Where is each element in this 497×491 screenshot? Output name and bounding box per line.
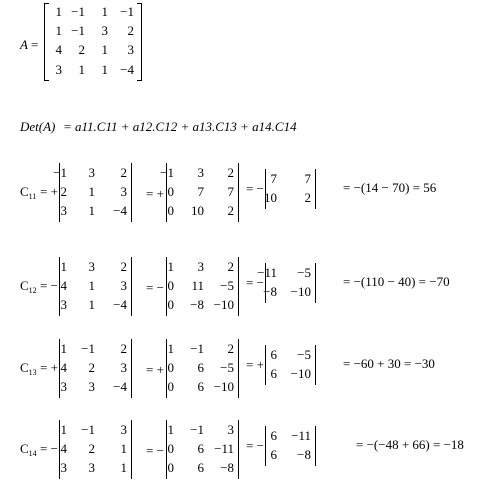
small-matrix-cell: −10 (290, 366, 311, 381)
matrix-a-cell: −1 (120, 4, 134, 19)
minor-matrix-cell: −4 (113, 203, 127, 218)
matrix-a-cell: −4 (120, 62, 134, 77)
minor-matrix-cell: 1 (88, 203, 95, 218)
minor-matrix-cell: 1 (60, 341, 67, 356)
minor-matrix-cell: 3 (120, 360, 127, 375)
minor-matrix-cell: −4 (113, 297, 127, 312)
step-sign: = + (246, 357, 264, 372)
reduced-matrix-cell: −8 (190, 297, 204, 312)
matrix-a-cell: 3 (101, 23, 108, 38)
minor-matrix-cell: 3 (120, 278, 127, 293)
reduced-matrix-cell: −5 (220, 278, 234, 293)
cofactor-result: = −(110 − 40) = −70 (343, 274, 450, 289)
matrix-a-cell: −1 (71, 23, 85, 38)
reduced-matrix-cell: 7 (197, 184, 204, 199)
step-sign: = − (146, 443, 164, 458)
small-matrix-right-bar (315, 169, 316, 209)
minor-matrix-cell: 3 (88, 165, 95, 180)
cofactor-name: C (20, 360, 29, 375)
minor-matrix-cell: 1 (88, 297, 95, 312)
small-matrix-cell: 10 (264, 190, 277, 205)
minor-matrix-cell: 3 (60, 460, 67, 475)
small-matrix-cell: −5 (297, 265, 311, 280)
reduced-matrix-right-bar (238, 339, 239, 398)
reduced-matrix-cell: −1 (190, 341, 204, 356)
reduced-matrix-cell: 3 (197, 165, 204, 180)
cofactor-subscript: 14 (28, 449, 37, 458)
reduced-matrix-cell: −8 (220, 460, 234, 475)
small-matrix-cell: −11 (291, 428, 311, 443)
minor-matrix-right-bar (131, 257, 132, 316)
step-sign: = + (146, 186, 164, 201)
reduced-matrix-cell: 6 (197, 360, 204, 375)
reduced-matrix-cell: 1 (167, 422, 174, 437)
minor-matrix-cell: 1 (120, 460, 127, 475)
reduced-matrix-cell: 2 (227, 341, 234, 356)
cofactor-label (20, 185, 36, 203)
small-matrix-cell: 6 (270, 347, 277, 362)
cofactor-name: C (20, 278, 29, 293)
minor-matrix-cell: 3 (60, 379, 67, 394)
matrix-a-cell: −1 (71, 4, 85, 19)
minor-matrix-cell: 4 (60, 278, 67, 293)
reduced-matrix-cell: 0 (167, 379, 174, 394)
reduced-matrix-cell: 6 (197, 460, 204, 475)
minor-matrix-cell: 2 (88, 360, 95, 375)
reduced-matrix-cell: 7 (227, 184, 234, 199)
minor-matrix-cell: 1 (60, 422, 67, 437)
minor-matrix-cell: 3 (88, 460, 95, 475)
minor-matrix-cell: 3 (120, 422, 127, 437)
reduced-matrix-cell: 0 (167, 441, 174, 456)
reduced-matrix-cell: 0 (167, 203, 174, 218)
matrix-a-cell: 4 (55, 42, 62, 57)
reduced-matrix-cell: −10 (213, 379, 234, 394)
reduced-matrix-cell: 11 (191, 278, 204, 293)
reduced-matrix-cell: 10 (191, 203, 204, 218)
minor-matrix-cell: 1 (88, 184, 95, 199)
minor-matrix-cell: −1 (81, 341, 95, 356)
cofactor-sign: = + (40, 184, 58, 199)
reduced-matrix-cell: −1 (160, 165, 174, 180)
minor-matrix-cell: 3 (60, 203, 67, 218)
minor-matrix-cell: 2 (120, 259, 127, 274)
cofactor-label (20, 361, 37, 379)
reduced-matrix-cell: 2 (227, 165, 234, 180)
minor-matrix-cell: 2 (88, 441, 95, 456)
cofactor-name: C (20, 184, 29, 199)
small-matrix-cell: 7 (270, 171, 277, 186)
reduced-matrix-right-bar (238, 420, 239, 479)
small-matrix-cell: −10 (290, 284, 311, 299)
matrix-a-equals: = (31, 37, 39, 52)
matrix-a-cell: 1 (101, 42, 108, 57)
step-sign: = − (246, 275, 264, 290)
reduced-matrix-cell: 0 (167, 184, 174, 199)
matrix-a-cell: 1 (101, 62, 108, 77)
minor-matrix-cell: 2 (60, 184, 67, 199)
step-sign: = + (146, 362, 164, 377)
minor-matrix-cell: 2 (120, 341, 127, 356)
small-matrix-cell: −8 (263, 284, 277, 299)
minor-matrix-cell: 1 (120, 441, 127, 456)
step-sign: = − (246, 438, 264, 453)
reduced-matrix-cell: 6 (197, 379, 204, 394)
cofactor-sign: = − (40, 441, 58, 456)
matrix-a-label: A (20, 37, 28, 52)
cofactor-label (20, 279, 37, 297)
cofactor-subscript: 11 (28, 192, 37, 201)
reduced-matrix-cell: 0 (167, 297, 174, 312)
minor-matrix-cell: 4 (60, 360, 67, 375)
reduced-matrix-cell: −11 (214, 441, 234, 456)
matrix-a-cell: 1 (101, 4, 108, 19)
reduced-matrix-cell: −5 (220, 360, 234, 375)
matrix-a-right-bracket (137, 3, 142, 81)
reduced-matrix-cell: −1 (190, 422, 204, 437)
minor-matrix-cell: 1 (88, 278, 95, 293)
reduced-matrix-cell: 3 (197, 259, 204, 274)
cofactor-sign: = + (40, 360, 58, 375)
reduced-matrix-cell: 0 (167, 460, 174, 475)
minor-matrix-right-bar (131, 339, 132, 398)
minor-matrix-cell: 3 (88, 259, 95, 274)
matrix-a-cell: 1 (78, 62, 85, 77)
cofactor-subscript: 13 (28, 368, 37, 377)
reduced-matrix-right-bar (238, 163, 239, 222)
det-rhs: = a11.C11 + a12.C12 + a13.C13 + a14.C14 (63, 119, 297, 134)
small-matrix-cell: 7 (304, 171, 311, 186)
reduced-matrix-cell: 3 (227, 422, 234, 437)
small-matrix-cell: 6 (270, 428, 277, 443)
matrix-a-cell: 1 (55, 4, 62, 19)
reduced-matrix-cell: 2 (227, 203, 234, 218)
cofactor-result: = −(−48 + 66) = −18 (356, 437, 464, 452)
reduced-matrix-cell: 2 (227, 259, 234, 274)
minor-matrix-cell: 3 (88, 379, 95, 394)
minor-matrix-cell: −1 (81, 422, 95, 437)
reduced-matrix-cell: 0 (167, 360, 174, 375)
minor-matrix-cell: 3 (60, 297, 67, 312)
reduced-matrix-cell: 1 (167, 259, 174, 274)
minor-matrix-cell: 3 (120, 184, 127, 199)
cofactor-name: C (20, 441, 29, 456)
reduced-matrix-cell: 1 (167, 341, 174, 356)
reduced-matrix-right-bar (238, 257, 239, 316)
small-matrix-cell: −8 (297, 447, 311, 462)
minor-matrix-right-bar (131, 420, 132, 479)
reduced-matrix-cell: 6 (197, 441, 204, 456)
step-sign: = − (246, 181, 264, 196)
minor-matrix-cell: −4 (113, 379, 127, 394)
cofactor-result: = −60 + 30 = −30 (343, 356, 435, 371)
reduced-matrix-cell: −10 (213, 297, 234, 312)
matrix-a-cell: 3 (127, 42, 134, 57)
small-matrix-right-bar (315, 263, 316, 303)
small-matrix-right-bar (315, 426, 316, 466)
cofactor-result: = −(14 − 70) = 56 (343, 180, 437, 195)
small-matrix-right-bar (315, 345, 316, 385)
small-matrix-cell: 2 (304, 190, 311, 205)
reduced-matrix-cell: 0 (167, 278, 174, 293)
step-sign: = − (146, 280, 164, 295)
matrix-a-cell: 3 (55, 62, 62, 77)
minor-matrix-cell: 2 (120, 165, 127, 180)
small-matrix-cell: −11 (257, 265, 277, 280)
minor-matrix-right-bar (131, 163, 132, 222)
cofactor-sign: = − (40, 278, 58, 293)
small-matrix-cell: −5 (297, 347, 311, 362)
cofactor-label (20, 442, 37, 460)
small-matrix-cell: 6 (270, 366, 277, 381)
small-matrix-cell: 6 (270, 447, 277, 462)
minor-matrix-cell: 4 (60, 441, 67, 456)
matrix-a-cell: 2 (127, 23, 134, 38)
minor-matrix-cell: −1 (53, 165, 67, 180)
cofactor-subscript: 12 (28, 286, 37, 295)
minor-matrix-cell: 1 (60, 259, 67, 274)
matrix-a-cell: 1 (55, 23, 62, 38)
matrix-a-cell: 2 (78, 42, 85, 57)
det-lhs: Det(A) (20, 119, 56, 134)
